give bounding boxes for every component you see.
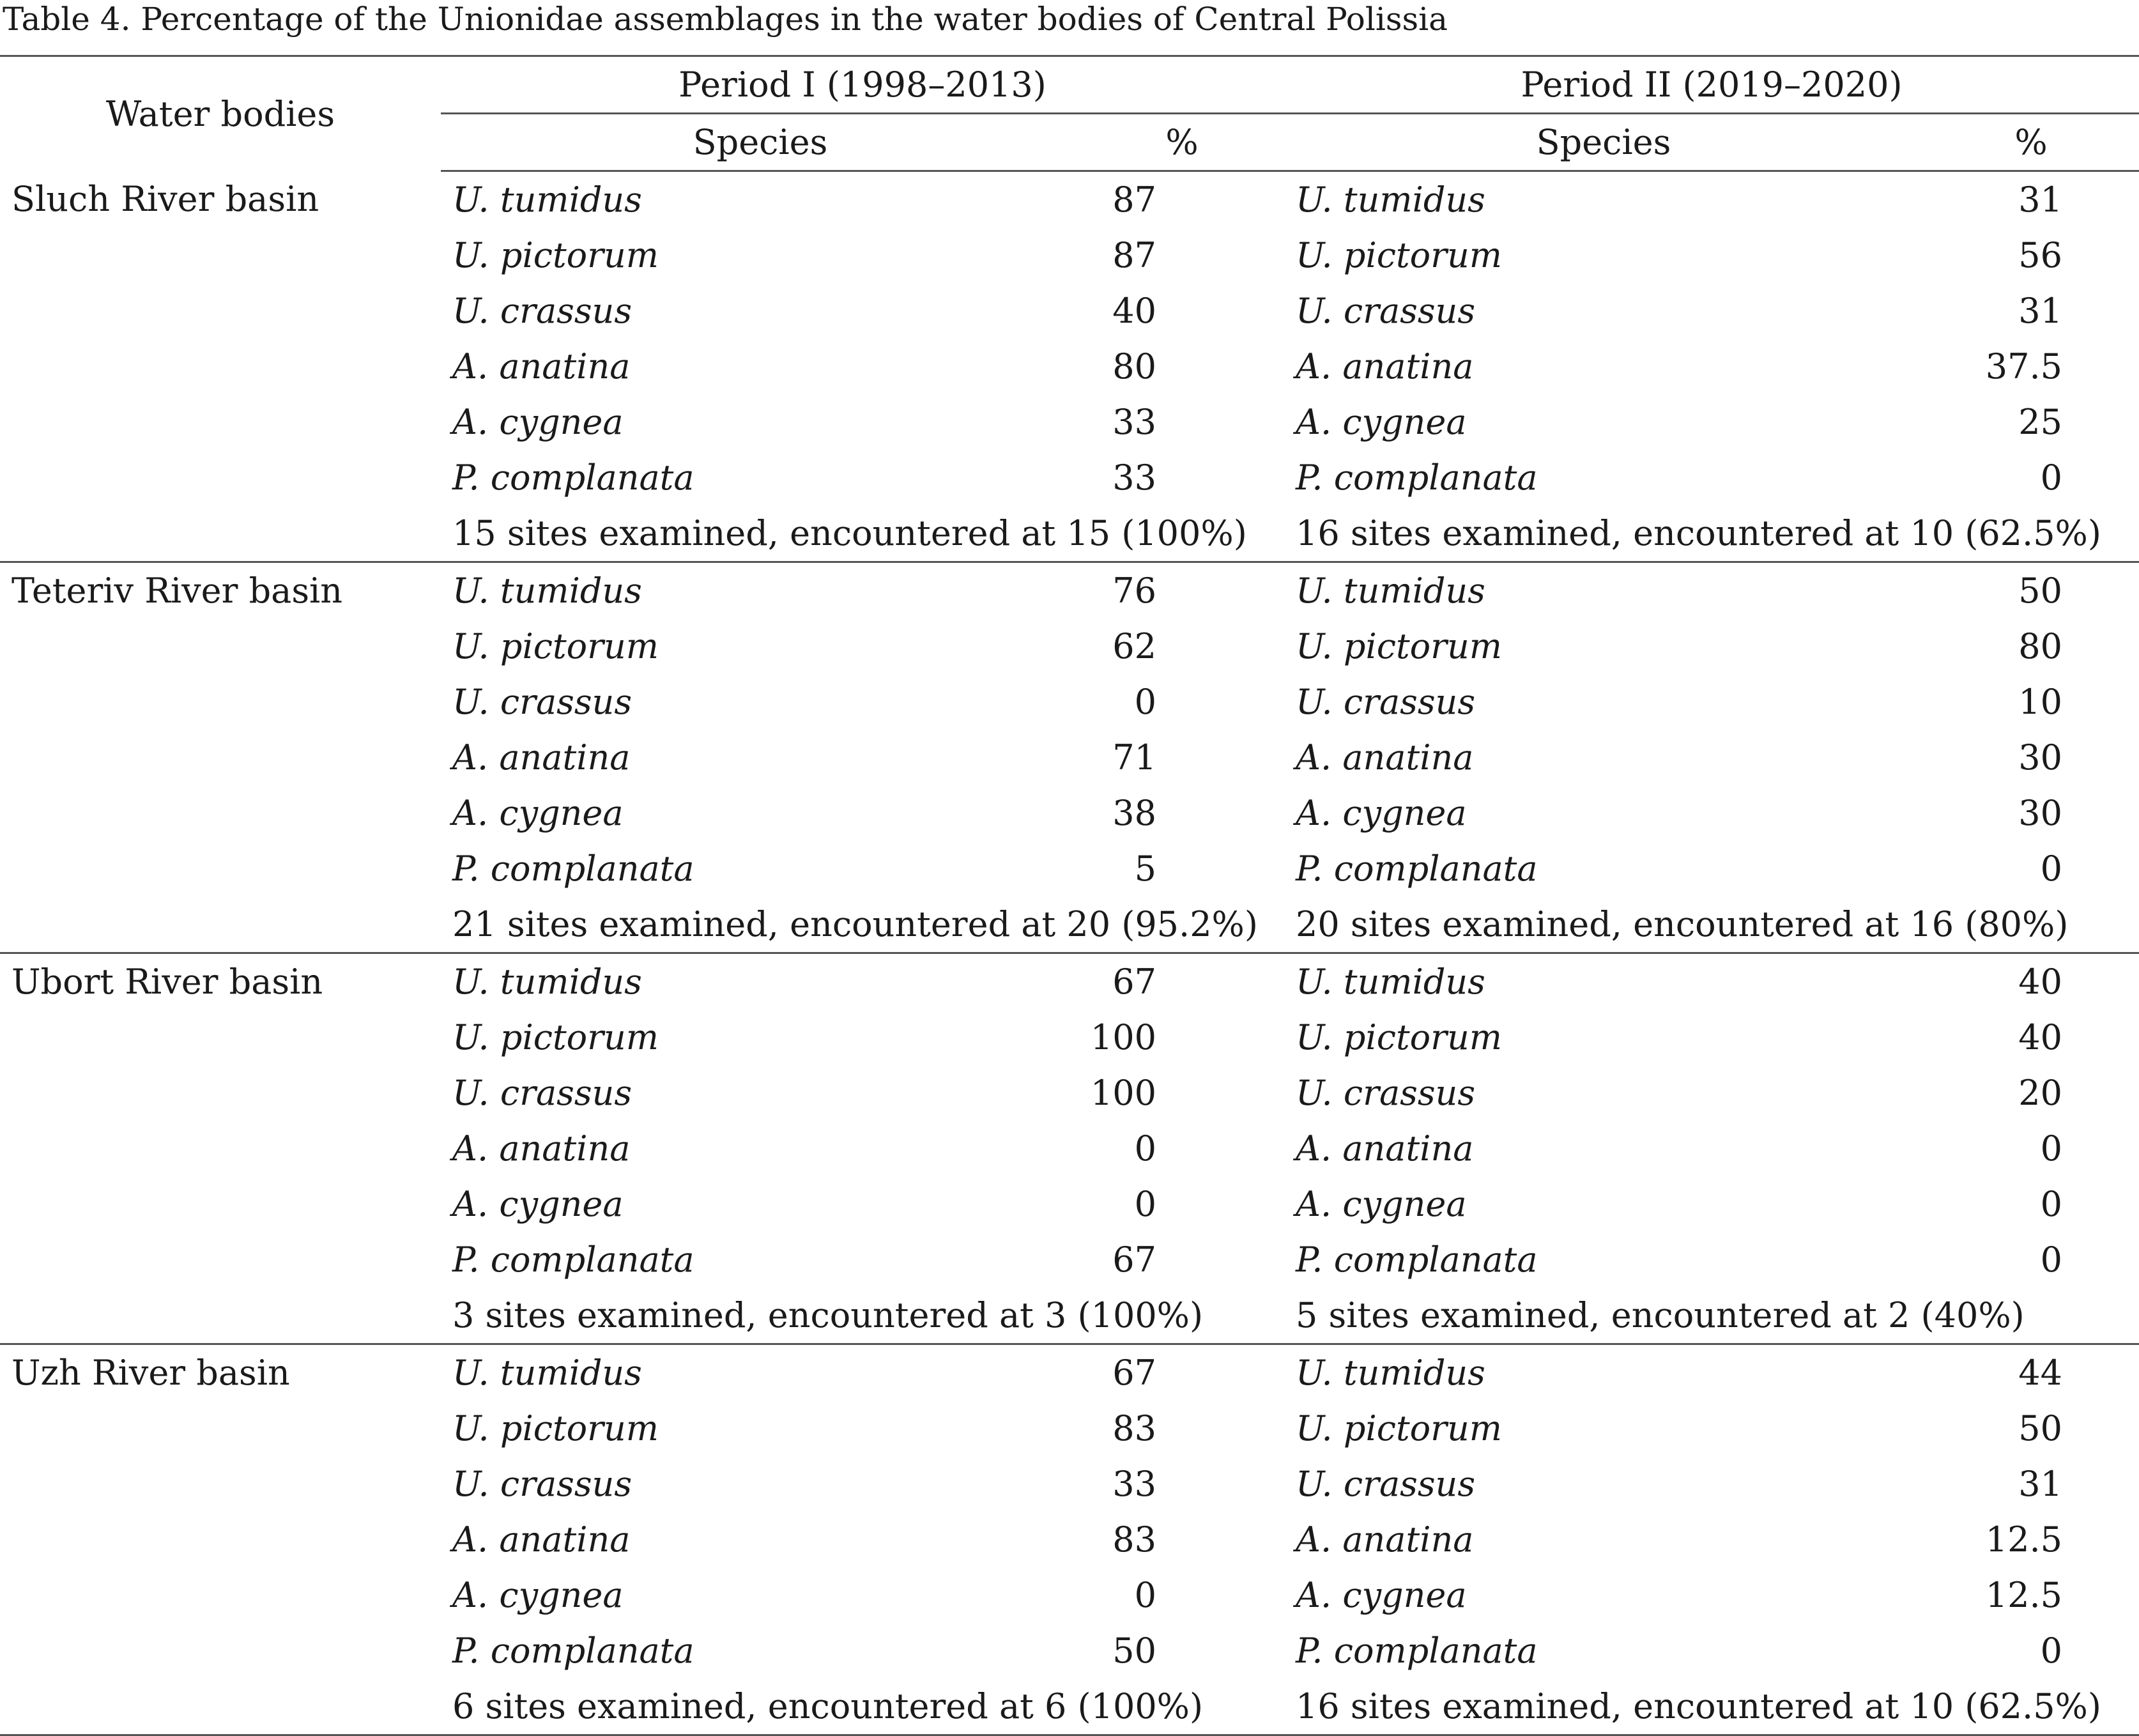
species-period-1: A. anatina [452, 1128, 631, 1169]
percent-period-1: 100 [1090, 1073, 1156, 1113]
percent-period-1: 0 [1134, 1575, 1156, 1615]
percent-period-2: 20 [2018, 1073, 2063, 1113]
summary-period-1: 3 sites examined, encountered at 3 (100%) [441, 1287, 1284, 1344]
species-period-2: A. anatina [1296, 346, 1474, 387]
species-period-1: A. cygnea [452, 1184, 624, 1224]
percent-period-1: 83 [1112, 1519, 1156, 1560]
percent-period-2: 12.5 [1985, 1519, 2063, 1560]
species-period-2: P. complanata [1296, 1631, 1538, 1671]
percent-period-2: 0 [2040, 1128, 2063, 1169]
percent-period-2: 50 [2018, 571, 2063, 611]
species-period-1: A. cygnea [452, 1575, 624, 1615]
species-period-2: U. pictorum [1296, 1408, 1502, 1448]
species-period-2: U. crassus [1296, 291, 1476, 331]
table-row [0, 953, 2139, 1010]
species-period-2: U. pictorum [1296, 235, 1502, 275]
species-period-1: U. tumidus [452, 1353, 642, 1393]
percent-period-1: 33 [1112, 457, 1156, 498]
species-period-1: U. pictorum [452, 235, 659, 275]
percent-period-2: 0 [2040, 1240, 2063, 1280]
percent-period-1: 67 [1112, 1240, 1156, 1280]
species-period-2: A. cygnea [1296, 793, 1467, 833]
species-period-1: U. tumidus [452, 180, 642, 220]
percent-period-1: 67 [1112, 962, 1156, 1002]
percent-period-1: 40 [1112, 291, 1156, 331]
percent-period-1: 38 [1112, 793, 1156, 833]
percent-period-1: 0 [1134, 682, 1156, 722]
species-period-1: A. anatina [452, 1519, 631, 1560]
header-percent-2: % [1923, 114, 2139, 171]
species-period-1: P. complanata [452, 1240, 694, 1280]
header-species-1: Species [441, 114, 1080, 171]
species-period-2: U. pictorum [1296, 626, 1502, 666]
summary-period-2: 20 sites examined, encountered at 16 (80%) [1284, 896, 2139, 953]
species-period-2: U. crassus [1296, 1464, 1476, 1504]
summary-period-1: 21 sites examined, encountered at 20 (95.2%) [441, 896, 1284, 953]
percent-period-1: 83 [1112, 1408, 1156, 1448]
unionidae-table [0, 55, 2139, 1736]
summary-period-1: 6 sites examined, encountered at 6 (100%) [441, 1678, 1284, 1735]
percent-period-2: 40 [2018, 962, 2063, 1002]
percent-period-2: 50 [2018, 1408, 2063, 1448]
percent-period-1: 100 [1090, 1017, 1156, 1057]
percent-period-2: 10 [2018, 682, 2063, 722]
species-period-2: U. crassus [1296, 682, 1476, 722]
species-period-2: A. anatina [1296, 1128, 1474, 1169]
table-row [0, 562, 2139, 619]
percent-period-2: 31 [2018, 291, 2063, 331]
table-row [0, 1344, 2139, 1401]
percent-period-1: 87 [1112, 180, 1156, 220]
percent-period-1: 80 [1112, 346, 1156, 387]
species-period-1: U. pictorum [452, 1017, 659, 1057]
percent-period-1: 67 [1112, 1353, 1156, 1393]
species-period-1: A. cygnea [452, 793, 624, 833]
species-period-2: U. tumidus [1296, 571, 1485, 611]
species-period-1: U. tumidus [452, 571, 642, 611]
water-body-name: Teteriv River basin [0, 562, 441, 953]
percent-period-2: 12.5 [1985, 1575, 2063, 1615]
species-period-1: U. pictorum [452, 626, 659, 666]
summary-period-2: 16 sites examined, encountered at 10 (62.5%) [1284, 1678, 2139, 1735]
percent-period-1: 0 [1134, 1184, 1156, 1224]
header-percent-1: % [1080, 114, 1284, 171]
percent-period-2: 0 [2040, 849, 2063, 889]
table-row [0, 171, 2139, 228]
species-period-1: U. crassus [452, 1073, 632, 1113]
species-period-2: U. tumidus [1296, 180, 1485, 220]
species-period-2: P. complanata [1296, 849, 1538, 889]
species-period-2: P. complanata [1296, 1240, 1538, 1280]
header-species-2: Species [1284, 114, 1923, 171]
species-period-1: A. anatina [452, 346, 631, 387]
header-water-bodies: Water bodies [0, 56, 441, 171]
species-period-2: A. anatina [1296, 737, 1474, 778]
water-body-name: Uzh River basin [0, 1344, 441, 1735]
species-period-1: U. tumidus [452, 962, 642, 1002]
summary-period-1: 15 sites examined, encountered at 15 (100%) [441, 505, 1284, 562]
percent-period-1: 5 [1134, 849, 1156, 889]
header-period-2: Period II (2019–2020) [1284, 56, 2139, 114]
percent-period-1: 76 [1112, 571, 1156, 611]
species-period-1: U. crassus [452, 291, 632, 331]
species-period-2: U. tumidus [1296, 962, 1485, 1002]
species-period-2: U. tumidus [1296, 1353, 1485, 1393]
table-body [0, 171, 2139, 1735]
table-caption: Table 4. Percentage of the Unionidae assemblages in the water bodies of Central Polissia [3, 1, 1448, 38]
species-period-2: P. complanata [1296, 457, 1538, 498]
percent-period-1: 62 [1112, 626, 1156, 666]
species-period-1: P. complanata [452, 849, 694, 889]
percent-period-1: 0 [1134, 1128, 1156, 1169]
species-period-2: A. cygnea [1296, 1575, 1467, 1615]
percent-period-1: 50 [1112, 1631, 1156, 1671]
species-period-1: U. pictorum [452, 1408, 659, 1448]
species-period-1: A. cygnea [452, 402, 624, 442]
species-period-1: P. complanata [452, 457, 694, 498]
percent-period-1: 71 [1112, 737, 1156, 778]
percent-period-2: 80 [2018, 626, 2063, 666]
percent-period-2: 25 [2018, 402, 2063, 442]
percent-period-1: 33 [1112, 1464, 1156, 1504]
percent-period-2: 30 [2018, 793, 2063, 833]
percent-period-2: 40 [2018, 1017, 2063, 1057]
water-body-name: Sluch River basin [0, 171, 441, 562]
percent-period-2: 31 [2018, 180, 2063, 220]
table-header [0, 56, 2139, 171]
species-period-2: U. crassus [1296, 1073, 1476, 1113]
percent-period-2: 31 [2018, 1464, 2063, 1504]
percent-period-2: 0 [2040, 1631, 2063, 1671]
water-body-name: Ubort River basin [0, 953, 441, 1344]
percent-period-2: 0 [2040, 457, 2063, 498]
percent-period-2: 44 [2018, 1353, 2063, 1393]
summary-period-2: 5 sites examined, encountered at 2 (40%) [1284, 1287, 2139, 1344]
summary-period-2: 16 sites examined, encountered at 10 (62.5%) [1284, 505, 2139, 562]
species-period-2: A. cygnea [1296, 1184, 1467, 1224]
species-period-2: A. anatina [1296, 1519, 1474, 1560]
percent-period-1: 87 [1112, 235, 1156, 275]
species-period-1: A. anatina [452, 737, 631, 778]
percent-period-2: 30 [2018, 737, 2063, 778]
species-period-1: P. complanata [452, 1631, 694, 1671]
species-period-2: U. pictorum [1296, 1017, 1502, 1057]
species-period-1: U. crassus [452, 1464, 632, 1504]
species-period-2: A. cygnea [1296, 402, 1467, 442]
header-period-1: Period I (1998–2013) [441, 56, 1284, 114]
percent-period-2: 56 [2018, 235, 2063, 275]
species-period-1: U. crassus [452, 682, 632, 722]
percent-period-2: 37.5 [1985, 346, 2063, 387]
percent-period-2: 0 [2040, 1184, 2063, 1224]
percent-period-1: 33 [1112, 402, 1156, 442]
